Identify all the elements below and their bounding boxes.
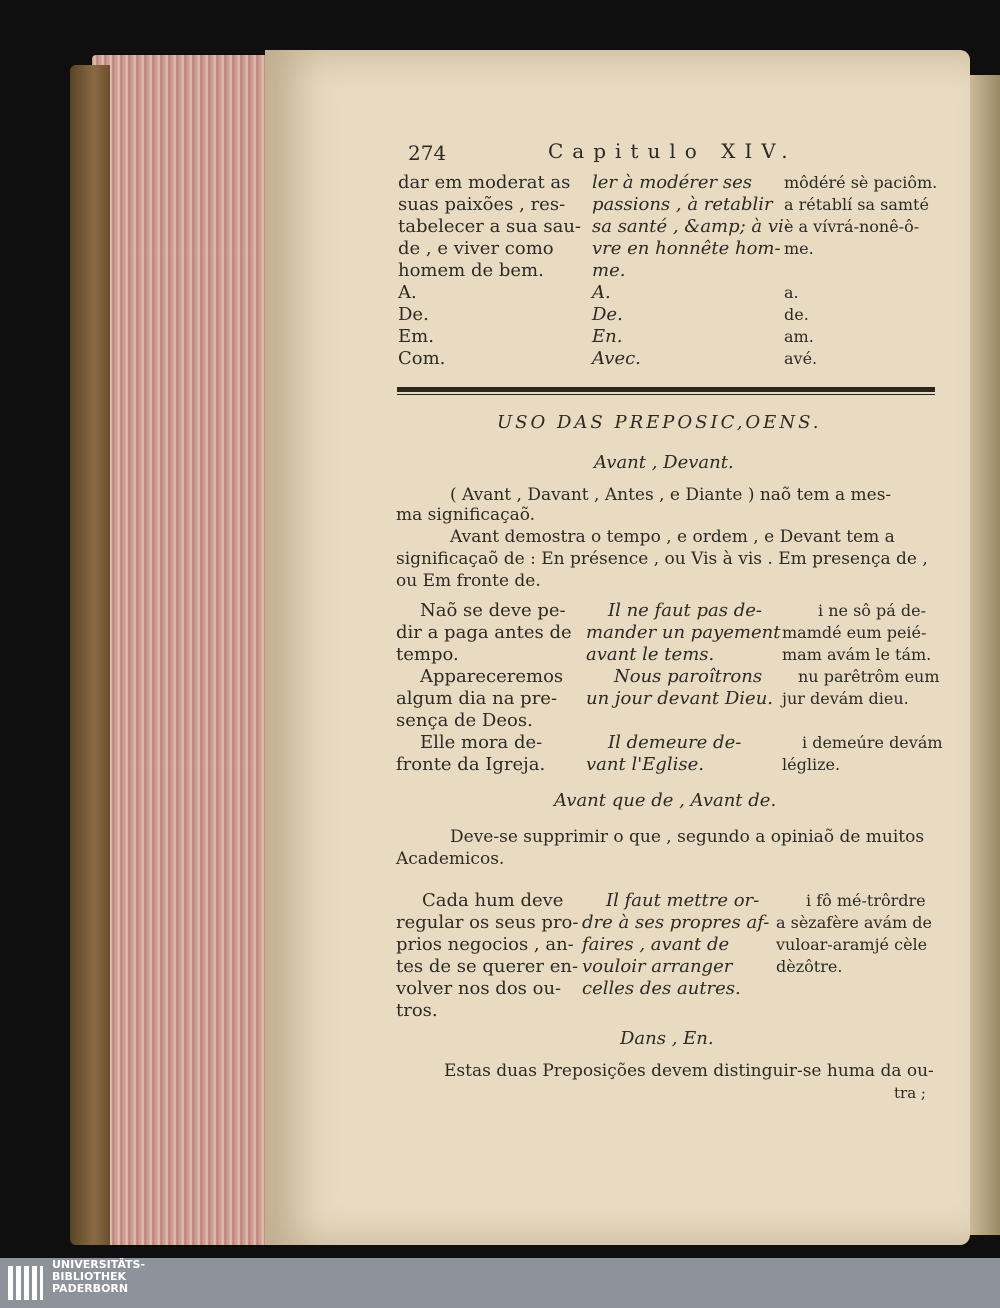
paragraph-line: Academicos.: [396, 849, 505, 869]
col3-line: am.: [784, 327, 814, 346]
example-fr-line: Il ne faut pas de-: [608, 600, 762, 621]
example-pt-line: fronte da Igreja.: [396, 754, 546, 775]
example-pt-line: tros.: [396, 1000, 438, 1021]
running-title: Capitulo XIV.: [548, 139, 797, 163]
col1-line: A.: [398, 282, 417, 303]
example-pt-line: Cada hum deve: [422, 890, 564, 911]
example-pron-line: a sèzafère avám de: [776, 913, 932, 932]
example-fr-line: vant l'Eglise.: [586, 754, 704, 775]
example-pron-line: i ne sô pá de-: [818, 601, 926, 620]
example-pron-line: léglize.: [782, 755, 841, 774]
paragraph-line: ( Avant , Davant , Antes , e Diante ) naõ tem a mes-: [450, 485, 892, 505]
col1-line: suas paixões , res-: [398, 194, 566, 215]
col1-line: De.: [398, 304, 429, 325]
col3-line: a rétablí sa samté: [784, 195, 929, 214]
example-fr-line: Il demeure de-: [608, 732, 742, 753]
example-pt-line: tes de se querer en-: [396, 956, 579, 977]
col3-line: è a vívrá-nonê-ô-: [784, 217, 920, 236]
col1-line: dar em moderat as: [398, 172, 571, 193]
paragraph-line: significaçaõ de : En présence , ou Vis à vis . Em presença de ,: [396, 549, 928, 569]
example-fr-line: Nous paroîtrons: [614, 666, 763, 687]
example-pt-line: prios negocios , an-: [396, 934, 574, 955]
col3-line: avé.: [784, 349, 818, 368]
col1-line: Com.: [398, 348, 446, 369]
paragraph-line: ma significaçaõ.: [396, 505, 536, 525]
section-title: USO DAS PREPOSIC,OENS.: [497, 412, 822, 433]
example-fr-line: celles des autres.: [582, 978, 741, 999]
col2-line: sa santé , &amp; à vi-: [592, 216, 790, 237]
col2-line: passions , à retablir: [592, 194, 773, 215]
example-pron-line: nu parêtrôm eum: [798, 667, 940, 686]
heading-avant-que: Avant que de , Avant de.: [554, 790, 777, 811]
col3-line: a.: [784, 283, 799, 302]
heading-dans-en: Dans , En.: [620, 1028, 714, 1049]
section-rule: [397, 387, 935, 392]
catchword: tra ;: [894, 1084, 926, 1102]
example-fr-line: avant le tems.: [586, 644, 715, 665]
book-cover: [70, 65, 110, 1245]
example-pt-line: algum dia na pre-: [396, 688, 558, 709]
example-pron-line: vuloar-aramjé cèle: [776, 935, 928, 954]
col2-line: vre en honnête hom-: [592, 238, 781, 259]
example-pt-line: Appareceremos: [420, 666, 564, 687]
library-logo-text: UNIVERSITÄTS- BIBLIOTHEK PADERBORN: [52, 1258, 146, 1295]
col1-line: de , e viver como: [398, 238, 554, 259]
example-pron-line: i demeúre devám: [802, 733, 943, 752]
col1-line: homem de bem.: [398, 260, 544, 281]
example-fr-line: vouloir arranger: [582, 956, 733, 977]
library-logo-icon: [4, 1262, 46, 1304]
col2-line: A.: [592, 282, 611, 303]
example-fr-line: faires , avant de: [582, 934, 730, 955]
example-fr-line: dre à ses propres af-: [582, 912, 770, 933]
example-fr-line: mander un payement: [586, 622, 781, 643]
col2-line: En.: [592, 326, 623, 347]
section-rule-thin: [397, 394, 935, 395]
paragraph-line: Deve-se supprimir o que , segundo a opiniaõ de muitos: [450, 827, 925, 847]
example-pt-line: sença de Deos.: [396, 710, 533, 731]
col3-line: môdéré sè paciôm.: [784, 173, 938, 192]
example-pt-line: dir a paga antes de: [396, 622, 572, 643]
page-edges: [92, 55, 267, 1245]
col2-line: me.: [592, 260, 626, 281]
paragraph-line: Estas duas Preposições devem distinguir-se huma da ou-: [444, 1061, 934, 1081]
footer-bar: [0, 1258, 1000, 1308]
example-pron-line: jur devám dieu.: [782, 689, 909, 708]
example-pron-line: mam avám le tám.: [782, 645, 932, 664]
example-pron-line: dèzôtre.: [776, 957, 843, 976]
example-pron-line: mamdé eum peié-: [782, 623, 927, 642]
col2-line: ler à modérer ses: [592, 172, 752, 193]
example-pt-line: Naõ se deve pe-: [420, 600, 566, 621]
example-pt-line: regular os seus pro-: [396, 912, 579, 933]
example-pt-line: volver nos dos ou-: [396, 978, 562, 999]
paragraph-line: Avant demostra o tempo , e ordem , e Devant tem a: [450, 527, 895, 547]
page-number: 274: [408, 141, 447, 165]
col3-line: me.: [784, 239, 814, 258]
col1-line: Em.: [398, 326, 434, 347]
col3-line: de.: [784, 305, 809, 324]
example-pt-line: Elle mora de-: [420, 732, 543, 753]
paragraph-line: ou Em fronte de.: [396, 571, 541, 591]
page-gutter: [970, 75, 1000, 1235]
heading-avant-devant: Avant , Devant.: [594, 452, 734, 473]
example-fr-line: Il faut mettre or-: [606, 890, 760, 911]
col1-line: tabelecer a sua sau-: [398, 216, 581, 237]
example-pron-line: i fô mé-trôrdre: [806, 891, 926, 910]
example-fr-line: un jour devant Dieu.: [586, 688, 774, 709]
example-pt-line: tempo.: [396, 644, 459, 665]
col2-line: De.: [592, 304, 623, 325]
col2-line: Avec.: [592, 348, 641, 369]
